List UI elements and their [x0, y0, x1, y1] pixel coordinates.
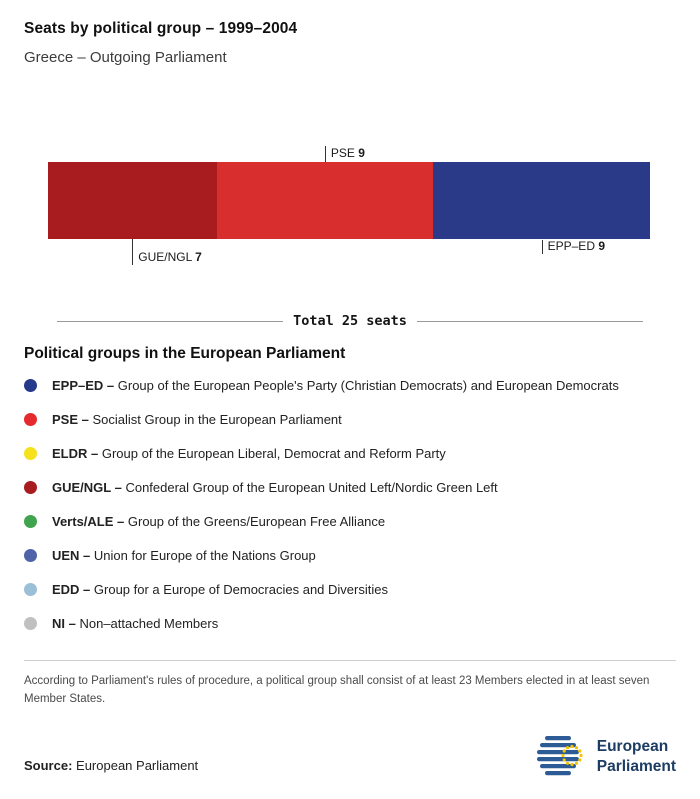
legend-dot — [24, 379, 37, 392]
legend-dot — [24, 583, 37, 596]
legend-item-4 — [24, 504, 676, 538]
parliament-hemicycle-icon — [536, 735, 588, 779]
legend-label: NI – Non–attached Members — [52, 615, 219, 631]
legend-label: EDD – Group for a Europe of Democracies and Diversities — [52, 581, 388, 597]
bar-label-text: EPP–ED 9 — [547, 239, 606, 253]
footnote: According to Parliament's rules of procedure, a political group shall consist of at least 23 Members elected in at least seven Member States. — [24, 675, 650, 705]
logo-wordmark — [597, 737, 676, 776]
seats-bar-chart — [48, 146, 650, 264]
source-line — [24, 758, 198, 779]
stacked-bar — [48, 146, 650, 264]
legend-dot — [24, 413, 37, 426]
source-value: European Parliament — [76, 757, 199, 773]
page-title: Seats by political group – 1999–2004 — [24, 20, 298, 37]
legend-item-6 — [24, 572, 676, 606]
legend-dot — [24, 481, 37, 494]
bar-segment-GUE/NGL — [48, 162, 217, 239]
bar-segment-PSE — [217, 162, 434, 239]
legend-item-5 — [24, 538, 676, 572]
bar-segment-EPP–ED — [433, 162, 650, 239]
total-seats-row — [57, 313, 643, 329]
total-rule-right — [417, 321, 643, 322]
bar-label-text: GUE/NGL 7 — [138, 249, 202, 264]
tick-line — [325, 146, 326, 162]
bar-label-PSE — [325, 146, 365, 162]
footnote-divider — [24, 660, 676, 661]
page-subtitle: Greece – Outgoing Parliament — [24, 49, 227, 66]
legend-dot — [24, 447, 37, 460]
legend-label: PSE – Socialist Group in the European Parliament — [52, 411, 342, 427]
legend-item-7 — [24, 606, 676, 640]
total-rule-left — [57, 321, 283, 322]
bar-label-EPP–ED — [542, 239, 605, 254]
legend-heading: Political groups in the European Parliament — [24, 345, 346, 362]
legend-dot — [24, 617, 37, 630]
tick-line — [542, 240, 543, 254]
legend-label: EPP–ED – Group of the European People's Party (Christian Democrats) and European Democrats — [52, 377, 619, 393]
bar-label-GUE/NGL — [132, 239, 202, 265]
logo-line-2: Parliament — [596, 757, 676, 775]
tick-line — [132, 239, 133, 265]
legend-list — [24, 368, 676, 640]
legend-label: GUE/NGL – Confederal Group of the European United Left/Nordic Green Left — [52, 479, 498, 495]
legend-label: UEN – Union for Europe of the Nations Group — [52, 547, 316, 563]
legend-item-3 — [24, 470, 676, 504]
legend-label: Verts/ALE – Group of the Greens/European Free Alliance — [52, 513, 386, 529]
eu-stars-icon — [561, 745, 582, 766]
legend-dot — [24, 515, 37, 528]
european-parliament-logo — [536, 735, 676, 779]
legend-item-2 — [24, 436, 676, 470]
legend-dot — [24, 549, 37, 562]
legend-item-0 — [24, 368, 676, 402]
legend-label: ELDR – Group of the European Liberal, Democrat and Reform Party — [52, 445, 446, 461]
logo-line-1: European — [596, 738, 669, 756]
footer — [24, 735, 676, 779]
source-label: Source: — [24, 757, 73, 773]
legend-item-1 — [24, 402, 676, 436]
bar-label-text: PSE 9 — [330, 146, 365, 160]
total-seats-label: Total 25 seats — [293, 313, 407, 329]
